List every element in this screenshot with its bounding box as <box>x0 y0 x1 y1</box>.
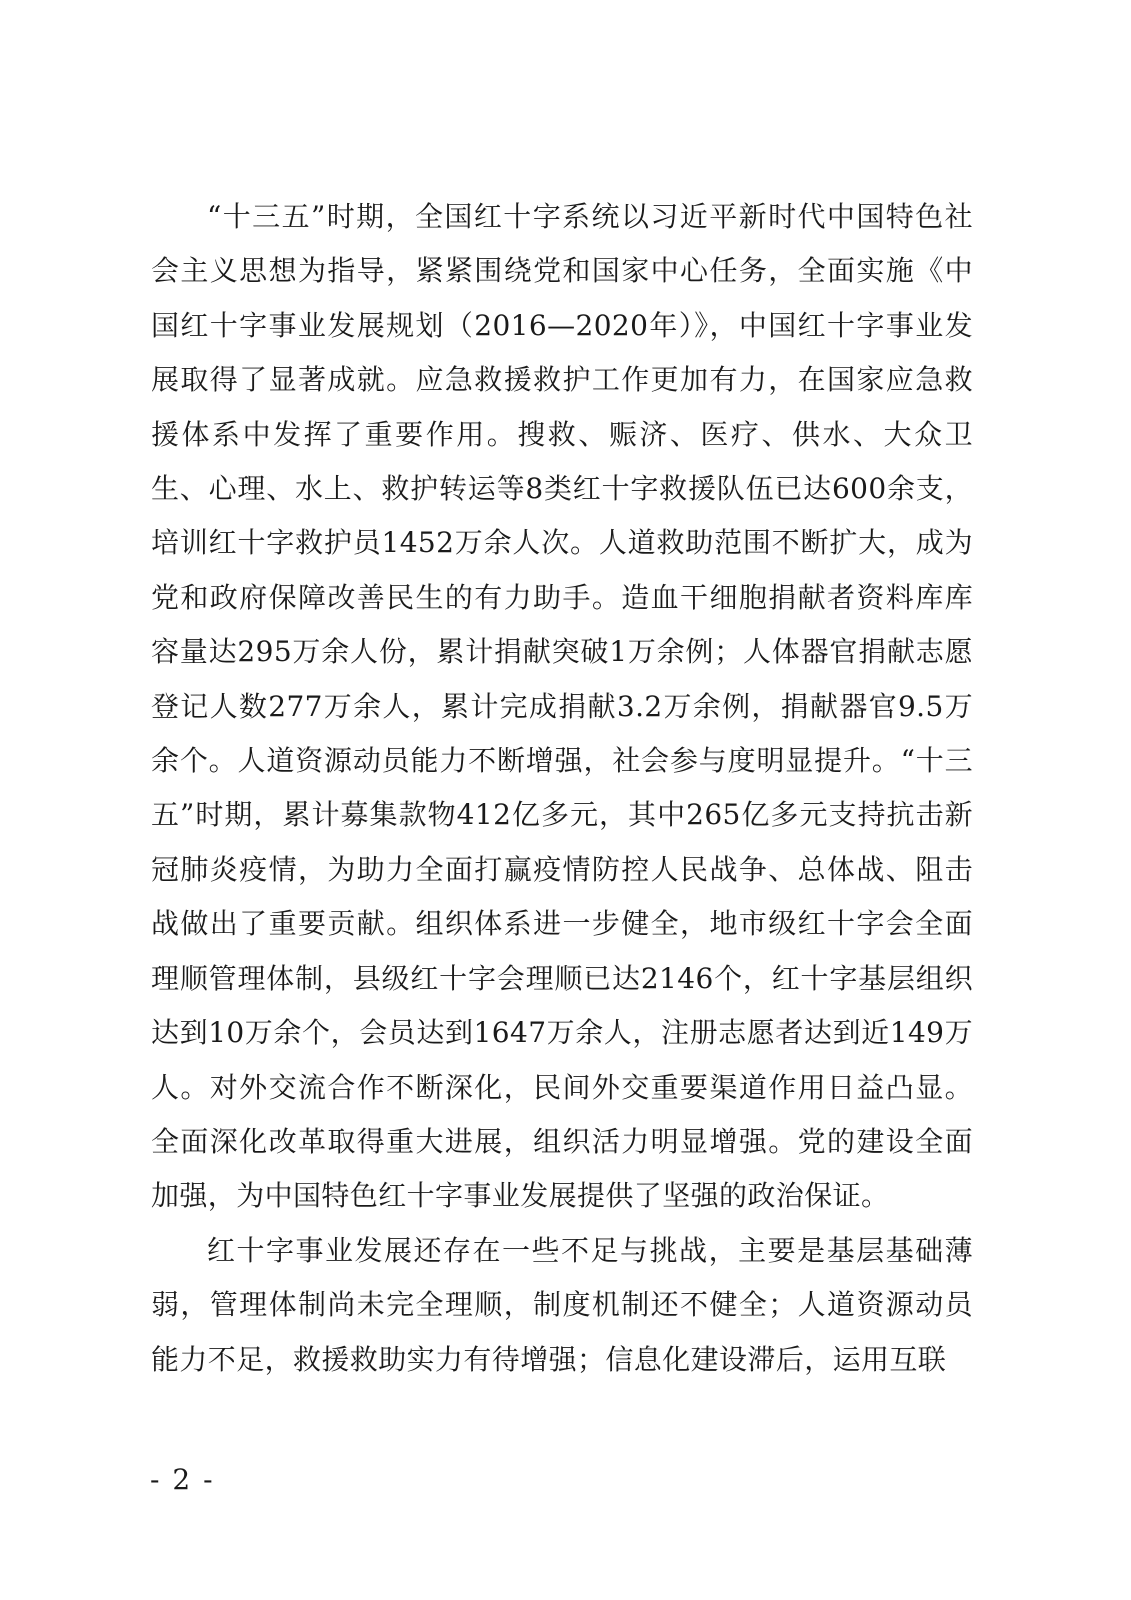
document-body <box>151 190 973 1387</box>
paragraph-challenges: 红十字事业发展还存在一些不足与挑战，主要是基层基础薄弱，管理体制尚未完全理顺，制度机制还不健全；人道资源动员能力不足，救援救助实力有待增强；信息化建设滞后，运用互联 <box>151 1233 973 1376</box>
paragraph-achievements: “十三五”时期，全国红十字系统以习近平新时代中国特色社会主义思想为指导，紧紧围绕党和国家中心任务，全面实施《中国红十字事业发展规划（2016—2020年）》，中国红十字事业发展取得了显著成就。应急救援救护工作更加有力，在国家应急救援体系中发挥了重要作用。搜救、赈济、医疗、供水、大众卫生、心理、水上、救护转运等8类红十字救援队伍已达600余支，培训红十字救护员1452万余人次。人道救助范围不断扩大，成为党和政府保障改善民生的有力助手。造血干细胞捐献者资料库库容量达295万余人份，累计捐献突破1万余例；人体器官捐献志愿登记人数277万余人，累计完成捐献3.2万余例，捐献器官9.5万余个。人道资源动员能力不断增强，社会参与度明显提升。“十三五”时期，累计募集款物412亿多元，其中265亿多元支持抗击新冠肺炎疫情，为助力全面打赢疫情防控人民战争、总体战、阻击战做出了重要贡献。组织体系进一步健全，地市级红十字会全面理顺管理体制，县级红十字会理顺已达2146个，红十字基层组织达到10万余个，会员达到1647万余人，注册志愿者达到近149万人。对外交流合作不断深化，民间外交重要渠道作用日益凸显。全面深化改革取得重大进展，组织活力明显增强。党的建设全面加强，为中国特色红十字事业发展提供了坚强的政治保证。 <box>151 200 973 1213</box>
page-number: - 2 - <box>150 1463 215 1496</box>
